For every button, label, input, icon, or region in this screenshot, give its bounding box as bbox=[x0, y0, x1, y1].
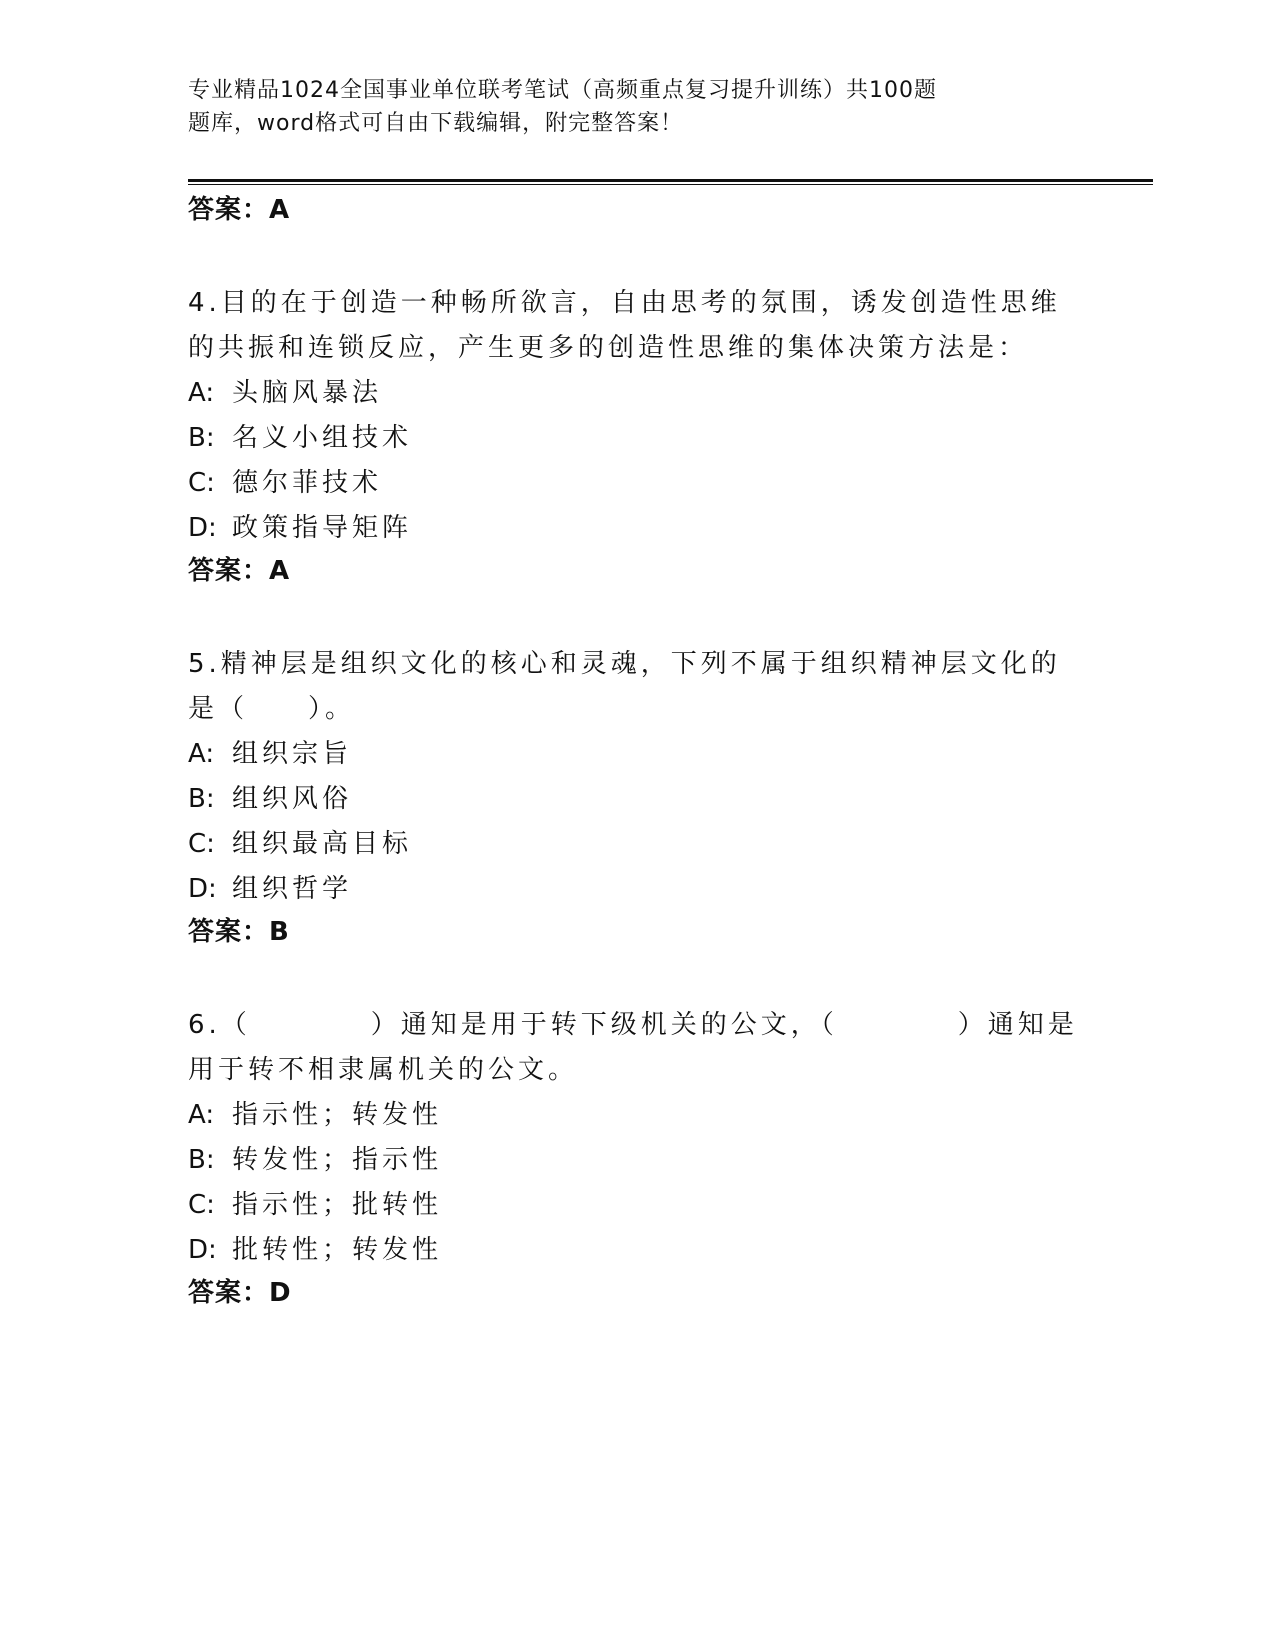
option-text: 政策指导矩阵 bbox=[232, 513, 413, 543]
header-line-2: 题库，word格式可自由下载编辑，附完整答案！ bbox=[188, 111, 684, 136]
option-text: 指示性；转发性 bbox=[232, 1100, 443, 1130]
option-text: 头脑风暴法 bbox=[232, 378, 383, 408]
option-key: A: bbox=[188, 378, 215, 408]
question-list bbox=[188, 190, 1078, 1319]
option-text: 转发性；指示性 bbox=[232, 1145, 443, 1175]
option-b bbox=[188, 1138, 1078, 1183]
option-a bbox=[188, 732, 1078, 777]
question-stem: 6.（ ）通知是用于转下级机关的公文，（ ）通知是用于转不相隶属机关的公文。 bbox=[188, 1010, 1078, 1085]
question-5 bbox=[188, 642, 1078, 958]
header-rule-thick bbox=[188, 179, 1153, 182]
option-key: A: bbox=[188, 1100, 215, 1130]
option-c bbox=[188, 822, 1078, 867]
answer-previous: 答案：A bbox=[188, 195, 291, 225]
header-rule-thin bbox=[188, 184, 1153, 185]
option-key: A: bbox=[188, 739, 215, 769]
option-key: B: bbox=[188, 784, 215, 814]
option-d bbox=[188, 867, 1078, 912]
option-key: B: bbox=[188, 1145, 215, 1175]
option-d bbox=[188, 506, 1078, 551]
option-key: D: bbox=[188, 513, 217, 543]
option-text: 组织风俗 bbox=[232, 784, 353, 814]
question-4 bbox=[188, 281, 1078, 597]
option-key: C: bbox=[188, 1190, 215, 1220]
option-text: 德尔菲技术 bbox=[232, 468, 383, 498]
option-b bbox=[188, 416, 1078, 461]
question-stem: 5.精神层是组织文化的核心和灵魂，下列不属于组织精神层文化的是（ ）。 bbox=[188, 649, 1061, 724]
answer-6: 答案：D bbox=[188, 1278, 292, 1308]
answer-5: 答案：B bbox=[188, 917, 290, 947]
option-text: 批转性；转发性 bbox=[232, 1235, 443, 1265]
answer-4: 答案：A bbox=[188, 556, 291, 586]
option-key: C: bbox=[188, 829, 215, 859]
header-line-1: 专业精品1024全国事业单位联考笔试（高频重点复习提升训练）共100题 bbox=[188, 78, 937, 103]
option-text: 指示性；批转性 bbox=[232, 1190, 443, 1220]
option-a bbox=[188, 371, 1078, 416]
option-d bbox=[188, 1228, 1078, 1273]
option-text: 组织宗旨 bbox=[232, 739, 353, 769]
option-key: B: bbox=[188, 423, 215, 453]
option-text: 组织最高目标 bbox=[232, 829, 413, 859]
option-c bbox=[188, 1183, 1078, 1228]
question-stem: 4.目的在于创造一种畅所欲言，自由思考的氛围，诱发创造性思维的共振和连锁反应，产生更多的创造性思维的集体决策方法是： bbox=[188, 288, 1061, 363]
option-key: C: bbox=[188, 468, 215, 498]
option-text: 名义小组技术 bbox=[232, 423, 413, 453]
option-b bbox=[188, 777, 1078, 822]
option-c bbox=[188, 461, 1078, 506]
document-header bbox=[188, 74, 1068, 140]
question-6 bbox=[188, 1003, 1078, 1319]
option-key: D: bbox=[188, 1235, 217, 1265]
option-key: D: bbox=[188, 874, 217, 904]
option-a bbox=[188, 1093, 1078, 1138]
option-text: 组织哲学 bbox=[232, 874, 353, 904]
